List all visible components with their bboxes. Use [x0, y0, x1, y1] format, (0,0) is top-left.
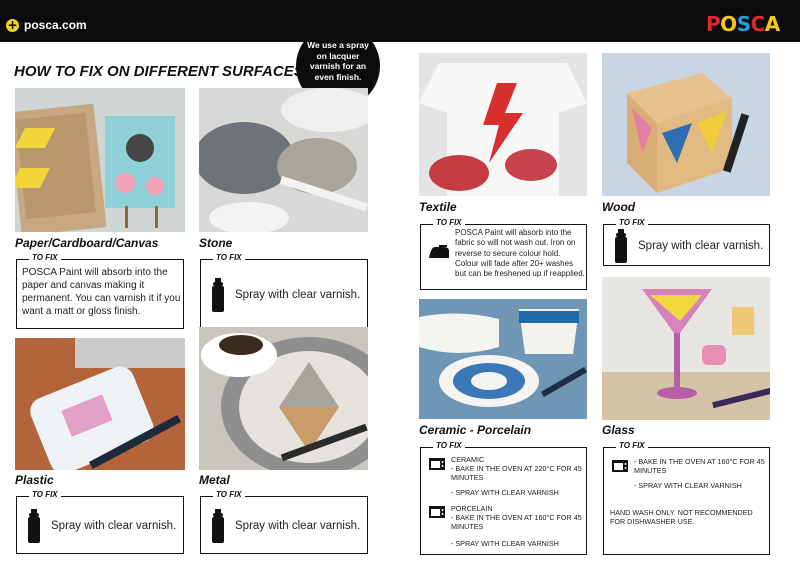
to-fix-label: TO FIX [433, 218, 465, 228]
to-fix-label: TO FIX [616, 441, 648, 451]
textile-fix-text: POSCA Paint will absorb into the fabric so will not wash out. Iron on reverse to secure colour hold. Colour will fade after 20+ washes but can be freshened up if reapplied. [455, 228, 585, 279]
wood-photo [602, 53, 770, 196]
logo-letter: C [750, 12, 765, 36]
wood-fix-box [603, 218, 770, 266]
posca-logo [706, 12, 780, 36]
spray-can-icon [614, 229, 628, 263]
stone-fix-text: Spray with clear varnish. [235, 289, 361, 301]
porcelain-head: PORCELAIN [451, 504, 493, 513]
textile-photo [419, 53, 587, 196]
logo-letter: O [720, 12, 737, 36]
plastic-fix-box [16, 490, 184, 554]
textile-title: Textile [419, 200, 457, 214]
header-bar [0, 0, 800, 42]
wood-title: Wood [602, 200, 636, 214]
metal-fix-text: Spray with clear varnish. [235, 520, 361, 532]
ceramic-photo [419, 299, 587, 419]
oven-icon [429, 458, 445, 470]
glass-photo [602, 277, 770, 420]
logo-letter: P [706, 12, 721, 36]
plus-icon: + [7, 18, 18, 32]
to-fix-label: TO FIX [213, 490, 245, 500]
wood-fix-text: Spray with clear varnish. [638, 240, 764, 252]
varnish-bubble: We use a spray on lacquer varnish for an even finish. [296, 24, 380, 108]
plastic-fix-text: Spray with clear varnish. [51, 520, 177, 532]
paper-title: Paper/Cardboard/Canvas [15, 236, 159, 250]
paper-photo [15, 88, 185, 232]
ceramic-bake: - BAKE IN THE OVEN AT 220°C FOR 45 MINUTES [451, 464, 582, 482]
metal-fix-box [200, 490, 368, 554]
to-fix-label: TO FIX [213, 253, 245, 263]
porcelain-spray: - SPRAY WITH CLEAR VARNISH [451, 539, 559, 548]
ceramic-head: CERAMIC [451, 455, 485, 464]
metal-title: Metal [199, 473, 230, 487]
stone-title: Stone [199, 236, 233, 250]
porcelain-bake: - BAKE IN THE OVEN AT 160°C FOR 45 MINUTES [451, 513, 582, 531]
spray-can-icon [211, 509, 225, 543]
oven-icon [612, 460, 628, 472]
to-fix-label: TO FIX [433, 441, 465, 451]
glass-title: Glass [602, 423, 635, 437]
site-url[interactable]: posca.com [24, 18, 87, 32]
logo-letter: A [764, 12, 780, 36]
page-title: HOW TO FIX ON DIFFERENT SURFACES [14, 63, 304, 80]
stone-photo [199, 88, 368, 232]
ceramic-fix-box [420, 441, 587, 555]
glass-spray: - SPRAY WITH CLEAR VARNISH [634, 481, 742, 490]
spray-can-icon [211, 278, 225, 312]
paper-fix-text: POSCA Paint will absorb into the paper and canvas making it permanent. You can varnish it if you want a matt or gloss finish. [22, 267, 181, 317]
textile-fix-box [420, 218, 587, 290]
stone-fix-box [200, 253, 368, 329]
glass-bake: - BAKE IN THE OVEN AT 160°C FOR 45 MINUTES [634, 457, 765, 475]
spray-can-icon [27, 509, 41, 543]
paper-fix-box [16, 253, 184, 329]
to-fix-label: TO FIX [29, 490, 61, 500]
oven-icon [429, 506, 445, 518]
plastic-photo [15, 338, 185, 470]
ceramic-title: Ceramic - Porcelain [419, 423, 532, 437]
ceramic-spray: - SPRAY WITH CLEAR VARNISH [451, 488, 559, 497]
plastic-title: Plastic [15, 473, 54, 487]
to-fix-label: TO FIX [29, 253, 61, 263]
glass-note: HAND WASH ONLY. NOT RECOMMENDED FOR DISHWASHER USE. [610, 508, 753, 526]
metal-photo [199, 327, 368, 470]
to-fix-label: TO FIX [616, 218, 648, 228]
glass-fix-box [603, 441, 770, 555]
iron-icon [427, 245, 451, 259]
logo-letter: S [736, 12, 751, 36]
